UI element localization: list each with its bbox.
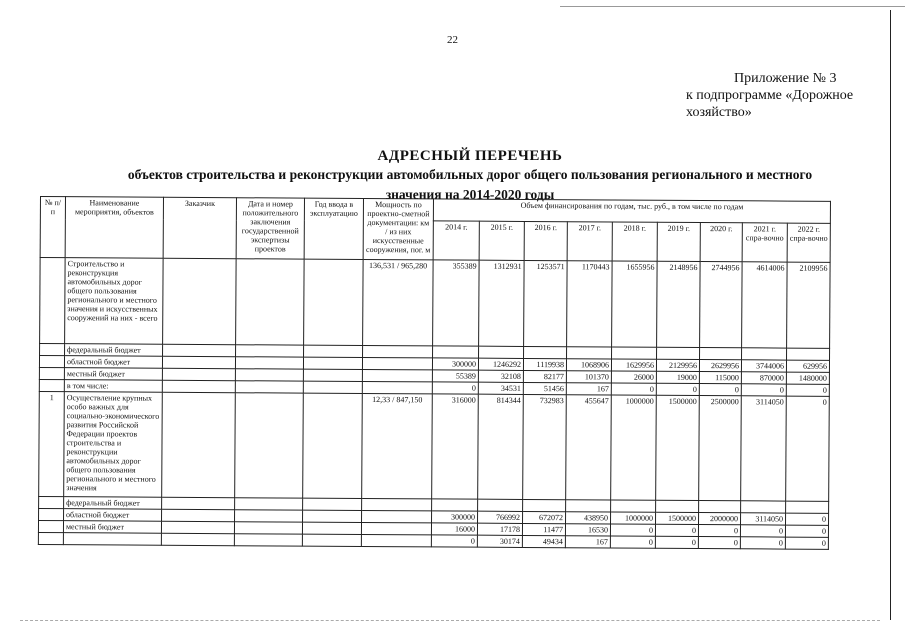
row-number-cell [38, 532, 63, 544]
row-number-cell [40, 344, 65, 356]
row-value-cell [478, 499, 523, 511]
row-commission-cell [303, 393, 363, 498]
row-capacity-cell [363, 345, 433, 357]
row-value-cell: 316000 [432, 394, 479, 499]
header-year: 2015 г. [479, 221, 524, 260]
row-value-cell: 1000000 [611, 395, 657, 500]
row-value-cell: 2629956 [699, 360, 741, 372]
row-value-cell: 1655956 [612, 261, 658, 347]
row-value-cell: 2109956 [787, 262, 831, 348]
row-value-cell: 2129956 [656, 359, 699, 371]
row-value-cell: 101370 [566, 371, 611, 383]
row-value-cell: 34531 [478, 382, 523, 394]
row-conclusion-cell [234, 522, 302, 534]
header-year: 2016 г. [524, 222, 567, 261]
header-row-1 [40, 197, 830, 224]
row-value-cell: 300000 [432, 358, 478, 370]
row-name-cell: областной бюджет [64, 356, 162, 369]
row-conclusion-cell [235, 369, 303, 381]
row-value-cell: 1480000 [786, 372, 829, 384]
row-customer-cell [162, 356, 235, 368]
row-value-cell: 1119938 [523, 358, 566, 370]
document-title [40, 148, 900, 203]
row-value-cell [524, 346, 567, 358]
row-name-cell: Осуществление крупных особо важных для социально-экономического развития Российской Федерации проектов строительства и реконструкции автомобильных дорог общего пользования регионального и местного значения [64, 392, 163, 498]
row-value-cell: 1500000 [656, 512, 699, 524]
row-name-cell: в том числе: [64, 380, 162, 393]
row-value-cell: 0 [741, 384, 786, 396]
row-value-cell: 672072 [523, 511, 566, 523]
row-number-cell: 1 [39, 391, 65, 496]
row-value-cell: 2148956 [657, 261, 701, 347]
right-scan-edge [890, 10, 891, 620]
row-value-cell: 0 [740, 537, 785, 549]
row-name-cell: местный бюджет [63, 521, 161, 534]
row-capacity-cell [362, 369, 432, 381]
row-value-cell [611, 500, 656, 512]
row-name-cell: Строительство и реконструкция автомобильных дорог общего пользования регионального и местного значения и искусственных сооружений на них - всего [65, 258, 164, 345]
row-capacity-cell [361, 534, 431, 546]
row-value-cell: 1629956 [611, 359, 656, 371]
row-value-cell [523, 499, 566, 511]
row-number-cell [40, 258, 66, 344]
row-commission-cell [303, 510, 362, 522]
header-customer: Заказчик [163, 197, 236, 258]
header-funding: Объем финансирования по годам, тыс. руб., в том числе по годам [433, 199, 830, 224]
row-value-cell: 82177 [523, 370, 566, 382]
row-value-cell: 0 [786, 384, 829, 396]
row-value-cell [479, 346, 524, 358]
row-value-cell: 167 [566, 383, 611, 395]
header-num: № п/п [40, 197, 65, 258]
row-commission-cell [303, 369, 362, 381]
row-commission-cell [304, 345, 363, 357]
row-value-cell: 1500000 [656, 395, 700, 500]
header-year: 2021 г. спра-вочно [742, 223, 787, 262]
appendix-line-1: Приложение № 3 [734, 71, 837, 86]
row-value-cell: 26000 [611, 371, 656, 383]
header-capacity: Мощность по проектно-сметной документации: км / из них искусственные сооружения, пог. м [363, 198, 433, 259]
row-capacity-cell: 136,531 / 965,280 [363, 259, 434, 345]
row-value-cell: 17178 [477, 523, 522, 535]
row-name-cell: местный бюджет [64, 368, 162, 381]
row-name-cell: федеральный бюджет [64, 497, 162, 510]
appendix-line-3: хозяйство» [686, 105, 752, 120]
header-year: 2019 г. [657, 222, 700, 261]
row-value-cell: 0 [655, 524, 698, 536]
row-number-cell [39, 496, 64, 508]
row-value-cell: 1068906 [566, 359, 611, 371]
row-value-cell: 167 [565, 536, 610, 548]
row-value-cell: 30174 [477, 535, 522, 547]
appendix-note [686, 70, 886, 121]
row-value-cell: 49434 [522, 535, 565, 547]
row-conclusion-cell [235, 393, 304, 498]
row-value-cell: 2000000 [699, 513, 741, 525]
row-name-cell: федеральный бюджет [65, 344, 163, 357]
row-value-cell: 0 [786, 513, 829, 525]
row-value-cell: 438950 [566, 512, 611, 524]
row-value-cell: 51456 [523, 382, 566, 394]
row-value-cell: 2500000 [699, 396, 742, 501]
table-body [38, 258, 830, 550]
row-value-cell: 55389 [432, 370, 478, 382]
row-value-cell [700, 348, 742, 360]
row-value-cell [567, 347, 612, 359]
row-value-cell: 0 [785, 537, 828, 549]
row-value-cell: 0 [698, 525, 740, 537]
row-value-cell: 300000 [432, 511, 478, 523]
row-value-cell [432, 499, 478, 511]
row-customer-cell [162, 497, 235, 509]
header-year: 2017 г. [567, 222, 612, 261]
row-conclusion-cell [235, 357, 303, 369]
row-value-cell: 732983 [523, 394, 567, 499]
row-value-cell: 0 [611, 383, 656, 395]
row-customer-cell [162, 368, 235, 380]
header-year: 2020 г. [700, 223, 742, 262]
row-conclusion-cell [235, 381, 303, 393]
row-customer-cell [163, 344, 236, 356]
header-name: Наименование мероприятия, объектов [65, 197, 163, 259]
row-capacity-cell [362, 381, 432, 393]
title-line-2: объектов строительства и реконструкции автомобильных дорог общего пользования регионального и местного [127, 167, 813, 182]
row-capacity-cell [362, 510, 432, 522]
row-value-cell [741, 501, 786, 513]
row-conclusion-cell [234, 534, 302, 546]
table-row [40, 258, 831, 349]
row-conclusion-cell [236, 345, 304, 357]
row-conclusion-cell [235, 498, 303, 510]
row-value-cell: 870000 [741, 372, 786, 384]
row-capacity-cell [361, 522, 431, 534]
row-commission-cell [302, 534, 361, 546]
row-value-cell: 3114050 [741, 513, 786, 525]
row-value-cell: 2744956 [700, 262, 743, 348]
appendix-line-2: к подпрограмме «Дорожное [686, 88, 854, 103]
row-customer-cell [161, 521, 234, 533]
row-value-cell: 1170443 [567, 261, 613, 347]
row-value-cell: 4614006 [742, 262, 788, 348]
row-value-cell: 0 [785, 525, 828, 537]
row-customer-cell [162, 380, 235, 392]
row-value-cell: 455647 [566, 395, 612, 500]
row-value-cell: 11477 [522, 523, 565, 535]
row-value-cell: 1312931 [479, 260, 525, 346]
bottom-scan-line [20, 620, 880, 621]
row-value-cell: 0 [655, 536, 698, 548]
row-name-cell [63, 533, 161, 546]
header-year: 2014 г. [433, 221, 479, 260]
row-value-cell: 115000 [699, 372, 741, 384]
page-number: 22 [447, 34, 458, 46]
row-value-cell: 0 [786, 396, 830, 501]
row-number-cell [38, 520, 63, 532]
row-value-cell: 0 [610, 524, 655, 536]
row-commission-cell [302, 522, 361, 534]
row-capacity-cell [362, 357, 432, 369]
row-commission-cell [303, 381, 362, 393]
table-row [39, 391, 830, 501]
row-value-cell: 0 [740, 525, 785, 537]
row-value-cell: 0 [610, 536, 655, 548]
row-value-cell [566, 500, 611, 512]
row-customer-cell [162, 392, 236, 497]
row-value-cell [656, 500, 699, 512]
row-value-cell: 0 [699, 384, 741, 396]
row-value-cell: 3744006 [741, 360, 786, 372]
row-customer-cell [161, 533, 234, 545]
row-value-cell: 355389 [433, 260, 480, 346]
title-line-3: значения на 2014-2020 годы [385, 187, 555, 202]
row-number-cell [39, 379, 64, 391]
row-value-cell: 0 [656, 383, 699, 395]
row-value-cell: 3114050 [741, 396, 787, 501]
address-list-table [38, 196, 831, 550]
row-number-cell [39, 367, 64, 379]
row-conclusion-cell [235, 510, 303, 522]
row-value-cell: 0 [698, 537, 740, 549]
header-year: 2018 г. [612, 222, 657, 261]
row-capacity-cell: 12,33 / 847,150 [362, 393, 433, 498]
row-conclusion-cell [236, 259, 305, 345]
header-conclusion: Дата и номер положительного заключения государственной экспертизы проектов [236, 198, 304, 259]
row-number-cell [39, 508, 64, 520]
title-line-1: АДРЕСНЫЙ ПЕРЕЧЕНЬ [377, 148, 563, 164]
row-value-cell [742, 348, 787, 360]
row-value-cell [612, 347, 657, 359]
row-customer-cell [163, 258, 237, 344]
row-value-cell: 16530 [565, 524, 610, 536]
row-value-cell: 0 [431, 535, 477, 547]
row-value-cell: 1000000 [611, 512, 656, 524]
row-commission-cell [303, 498, 362, 510]
row-value-cell: 0 [432, 382, 478, 394]
row-value-cell: 1253571 [524, 260, 568, 346]
row-value-cell: 19000 [656, 371, 699, 383]
row-value-cell: 766992 [478, 511, 523, 523]
header-commission: Год ввода в эксплуатацию [304, 198, 363, 259]
row-value-cell: 32108 [478, 370, 523, 382]
row-value-cell: 1246292 [478, 358, 523, 370]
row-value-cell: 16000 [431, 523, 477, 535]
row-value-cell [433, 346, 479, 358]
row-number-cell [39, 356, 64, 368]
row-value-cell [657, 347, 700, 359]
row-value-cell [786, 501, 829, 513]
top-scan-line [560, 6, 905, 7]
row-capacity-cell [362, 498, 432, 510]
header-year: 2022 г. спра-вочно [787, 223, 830, 262]
row-value-cell [787, 348, 830, 360]
row-commission-cell [303, 357, 362, 369]
row-name-cell: областной бюджет [64, 509, 162, 522]
row-value-cell: 629956 [786, 360, 829, 372]
row-commission-cell [304, 259, 364, 345]
row-value-cell [699, 501, 741, 513]
row-customer-cell [162, 509, 235, 521]
row-value-cell: 814344 [478, 394, 524, 499]
